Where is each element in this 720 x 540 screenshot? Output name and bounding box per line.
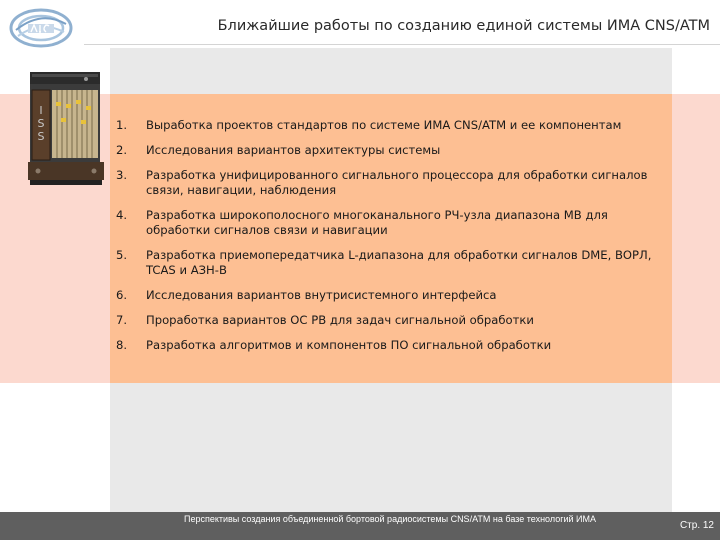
item-number: 8. — [116, 338, 128, 352]
item-text: Разработка широкополосного многоканального РЧ-узла диапазона МВ для обработки сигналов связи и навигации — [146, 208, 608, 237]
device-label: I S S — [37, 104, 45, 143]
footer-caption: Перспективы создания объединенной бортовой радиосистемы CNS/ATM на базе технологий ИМА — [183, 514, 597, 524]
item-text: Разработка унифицированного сигнального процессора для обработки сигналов связи, навигации, наблюдения — [146, 168, 648, 197]
list-item — [116, 288, 664, 303]
item-number: 2. — [116, 143, 128, 157]
title-divider — [84, 44, 720, 45]
item-text: Исследования вариантов архитектуры системы — [146, 143, 441, 157]
item-text: Разработка алгоритмов и компонентов ПО сигнальной обработки — [146, 338, 552, 352]
item-text: Разработка приемопередатчика L-диапазона для обработки сигналов DME, ВОРЛ, TCAS и АЗН-В — [146, 248, 652, 277]
list-item — [116, 248, 664, 278]
list-item — [116, 313, 664, 328]
item-number: 3. — [116, 168, 128, 182]
item-number: 7. — [116, 313, 128, 327]
list-item — [116, 118, 664, 133]
iss-avionics-unit-image — [26, 70, 106, 188]
list-item — [116, 338, 664, 353]
work-items-list — [116, 118, 664, 363]
item-text: Проработка вариантов ОС РВ для задач сигнальной обработки — [146, 313, 534, 327]
item-number: 4. — [116, 208, 128, 222]
page-number: Стр. 12 — [679, 520, 714, 531]
item-number: 5. — [116, 248, 128, 262]
item-text: Выработка проектов стандартов по системе ИМА CNS/ATM и ее компонентам — [146, 118, 622, 132]
item-number: 1. — [116, 118, 128, 132]
aviation-institute-logo-icon — [6, 4, 76, 52]
list-item — [116, 143, 664, 158]
list-item — [116, 168, 664, 198]
page-title: Ближайшие работы по созданию единой системы ИМА CNS/ATM — [217, 18, 710, 34]
list-item — [116, 208, 664, 238]
item-text: Исследования вариантов внутрисистемного интерфейса — [146, 288, 497, 302]
item-number: 6. — [116, 288, 128, 302]
